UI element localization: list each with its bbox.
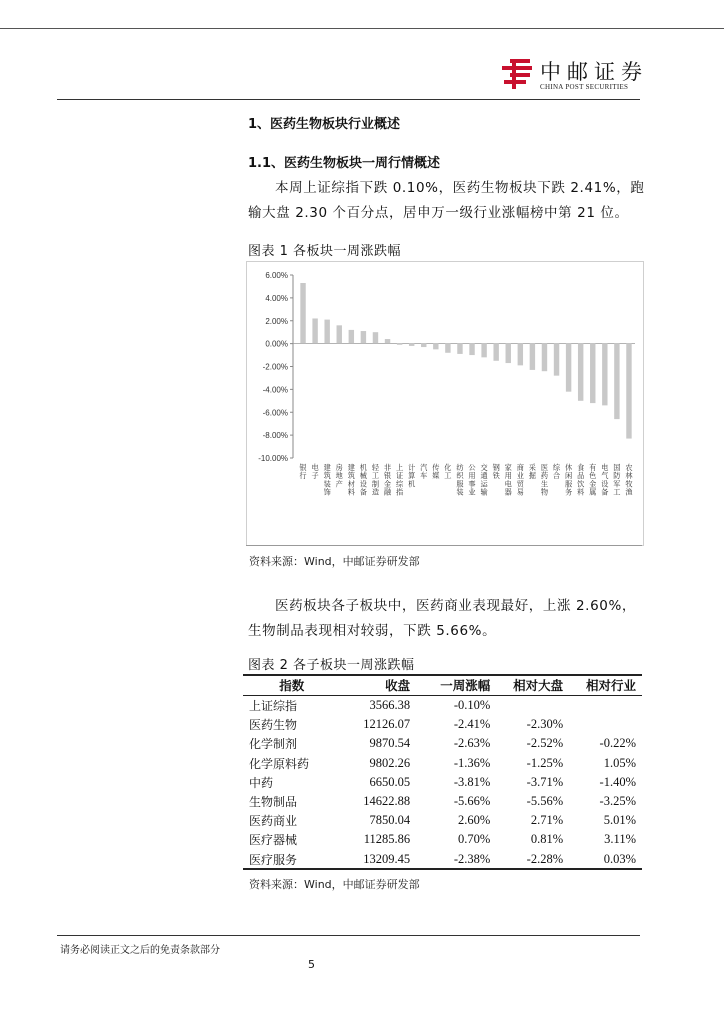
x-tick-label: 上证综指 <box>396 463 404 497</box>
logo <box>500 56 650 96</box>
footer-rule <box>57 935 640 936</box>
y-tick-label: -2.00% <box>262 362 288 372</box>
table-row <box>243 715 642 734</box>
sector-change-bar-chart <box>247 262 643 545</box>
bar-16 <box>493 344 498 361</box>
bar-9 <box>409 344 414 346</box>
table-cell-value: -2.63% <box>453 736 491 751</box>
figure2-source: 资料来源：Wind，中邮证券研发部 <box>249 878 420 891</box>
disclaimer-note: 请务必阅读正文之后的免责条款部分 <box>60 945 220 956</box>
x-tick-label: 医药生物 <box>540 463 549 497</box>
table-cell-value: 9870.54 <box>369 736 411 751</box>
x-tick-label: 汽车 <box>420 463 428 481</box>
weekly-summary-paragraph: 本周上证综指下跌 0.10%，医药生物板块下跌 2.41%，跑输大盘 2.30 个百分点，居申万一级行业涨幅榜中第 21 位。 <box>248 180 645 221</box>
table-cell-value: -1.25% <box>526 755 564 770</box>
y-tick-label: 6.00% <box>265 271 288 280</box>
bar-24 <box>590 344 595 403</box>
table-cell-value: -3.71% <box>526 774 564 789</box>
table-cell-value: -3.81% <box>453 774 491 789</box>
table-cell-index-name: 生物制品 <box>249 795 298 810</box>
x-tick-label: 农林牧渔 <box>625 463 633 497</box>
x-tick-label: 机械设备 <box>359 463 367 497</box>
table-cell-index-name: 医药商业 <box>249 814 298 829</box>
table-cell-value: -2.38% <box>453 851 491 866</box>
bar-2 <box>324 320 329 344</box>
table-cell-value: -2.28% <box>526 851 564 866</box>
x-tick-label: 传媒 <box>432 463 440 481</box>
bar-1 <box>312 318 317 343</box>
header-rule <box>57 99 640 100</box>
subsector-table <box>243 675 642 869</box>
table-row <box>243 754 642 773</box>
table-cell-index-name: 化学原料药 <box>249 756 310 771</box>
header-relative-market: 相对大盘 <box>496 675 569 696</box>
bar-18 <box>518 344 523 366</box>
table-cell-value: 0.03% <box>603 851 636 866</box>
table-cell-index-name: 医疗器械 <box>249 833 298 848</box>
table-row <box>243 696 642 716</box>
bar-8 <box>397 344 402 345</box>
bar-10 <box>421 344 426 347</box>
x-tick-label: 家用电器 <box>504 463 512 497</box>
china-post-logo-icon <box>500 58 536 90</box>
bar-27 <box>626 344 631 439</box>
table-row <box>243 773 642 792</box>
figure1-source: 资料来源：Wind，中邮证券研发部 <box>249 555 420 568</box>
top-rule <box>0 28 724 29</box>
x-tick-label: 交通运输 <box>480 463 488 497</box>
bar-13 <box>457 344 462 354</box>
table-header-row <box>243 675 642 696</box>
table-cell-value: -1.40% <box>599 774 636 789</box>
table-cell-value: 2.71% <box>530 813 564 828</box>
table-row <box>243 811 642 830</box>
header-weekly-change: 一周涨幅 <box>416 675 496 696</box>
x-tick-label: 休闲服务 <box>565 463 573 497</box>
x-tick-label: 综合 <box>552 463 561 481</box>
x-tick-label: 电气设备 <box>601 463 609 497</box>
table-cell-value: -2.41% <box>453 717 491 732</box>
table-bottom-rule <box>243 868 642 870</box>
subsection-title: 1.1、医药生物板块一周行情概述 <box>248 156 441 171</box>
table-cell-value: 5.01% <box>603 813 636 828</box>
table-cell-index-name: 医药生物 <box>249 718 298 733</box>
bar-11 <box>433 344 438 350</box>
table-cell-value: -1.36% <box>453 755 491 770</box>
table-row <box>243 830 642 849</box>
bar-23 <box>578 344 583 401</box>
table-cell-index-name: 医疗服务 <box>249 852 298 867</box>
table-cell-value: -0.22% <box>599 736 636 751</box>
y-tick-label: -4.00% <box>262 385 288 395</box>
x-tick-label: 非银金融 <box>383 463 392 497</box>
y-tick-label: 0.00% <box>265 339 288 349</box>
bar-22 <box>566 344 571 392</box>
x-tick-label: 纺织服装 <box>456 463 464 497</box>
header-relative-industry: 相对行业 <box>569 675 642 696</box>
table-cell-value <box>496 696 569 716</box>
table-cell-value: -5.66% <box>453 794 491 809</box>
table-cell-index-name: 中药 <box>249 775 274 790</box>
bar-20 <box>542 344 547 372</box>
table-cell-value: -2.30% <box>526 717 564 732</box>
bar-7 <box>385 339 390 344</box>
table-cell-value: 0.81% <box>530 832 564 847</box>
x-tick-label: 国防军工 <box>613 463 621 497</box>
x-tick-label: 计算机 <box>408 463 416 489</box>
x-tick-label: 采掘 <box>528 463 536 481</box>
bar-0 <box>300 283 305 344</box>
table-row <box>243 850 642 869</box>
x-tick-label: 建筑材料 <box>347 463 355 497</box>
x-tick-label: 公用事业 <box>468 463 476 497</box>
table-cell-value: 12126.07 <box>363 717 411 732</box>
table-cell-value: 11285.86 <box>363 832 411 847</box>
page-number: 5 <box>308 958 315 971</box>
figure1-caption: 图表 1 各板块一周涨跌幅 <box>248 244 402 259</box>
subsector-summary-paragraph: 医药板块各子板块中，医药商业表现最好，上涨 2.60%，生物制品表现相对较弱，下跌 5.66%。 <box>248 598 636 639</box>
x-tick-label: 电子 <box>311 463 319 481</box>
y-tick-label: -10.00% <box>258 454 288 463</box>
table-row <box>243 734 642 753</box>
table-cell-value: -3.25% <box>599 794 636 809</box>
x-tick-label: 建筑装饰 <box>323 463 331 497</box>
x-tick-label: 银行 <box>299 463 307 481</box>
y-tick-label: 4.00% <box>265 293 288 303</box>
section-title: 1、医药生物板块行业概述 <box>248 117 401 132</box>
table-cell-value: 13209.45 <box>363 851 411 866</box>
header-index: 指数 <box>243 675 340 696</box>
bar-5 <box>361 331 366 344</box>
table-cell-value: 7850.04 <box>369 813 411 828</box>
table-cell-value: 0.70% <box>457 832 491 847</box>
table-cell-value: -0.10% <box>453 698 491 713</box>
x-tick-label: 轻工制造 <box>371 463 380 497</box>
sector-change-chart <box>246 261 644 546</box>
x-tick-label: 有色金属 <box>589 463 597 497</box>
table-cell-value <box>569 696 642 716</box>
header-close: 收盘 <box>340 675 416 696</box>
bar-26 <box>614 344 619 419</box>
table-cell-value: -5.56% <box>526 794 564 809</box>
bar-25 <box>602 344 607 406</box>
table-cell-value: 3.11% <box>604 832 636 847</box>
table-cell-value: 2.60% <box>457 813 491 828</box>
x-tick-label: 商业贸易 <box>516 463 524 497</box>
bar-17 <box>506 344 511 363</box>
table-cell-value: 14622.88 <box>363 794 411 809</box>
table-cell-value: 6650.05 <box>369 774 411 789</box>
table-cell-index-name: 化学制剂 <box>249 737 298 752</box>
table-cell-index-name: 上证综指 <box>249 699 298 714</box>
table-row <box>243 792 642 811</box>
bar-12 <box>445 344 450 353</box>
bar-4 <box>349 330 354 344</box>
figure1-bottom-rule <box>246 545 642 546</box>
bar-19 <box>530 344 535 370</box>
x-tick-label: 钢铁 <box>492 463 500 481</box>
x-tick-label: 食品饮料 <box>577 463 585 497</box>
bar-6 <box>373 332 378 343</box>
table-cell-value: -2.52% <box>526 736 564 751</box>
brand-name-cn: 中邮证券 <box>540 60 648 84</box>
y-tick-label: -8.00% <box>262 431 288 441</box>
bar-21 <box>554 344 559 376</box>
bar-3 <box>337 325 342 343</box>
bar-14 <box>469 344 474 355</box>
y-tick-label: 2.00% <box>265 316 288 326</box>
figure2-caption: 图表 2 各子板块一周涨跌幅 <box>248 658 415 673</box>
bar-15 <box>481 344 486 358</box>
table-cell-value: 9802.26 <box>369 755 411 770</box>
table-cell-value <box>569 715 642 734</box>
y-tick-label: -6.00% <box>262 408 288 418</box>
table-cell-value: 3566.38 <box>369 698 411 713</box>
x-tick-label: 房地产 <box>335 463 343 489</box>
table-cell-value: 1.05% <box>603 755 636 770</box>
x-tick-label: 化工 <box>444 463 452 481</box>
brand-name-en: CHINA POST SECURITIES <box>540 83 629 91</box>
